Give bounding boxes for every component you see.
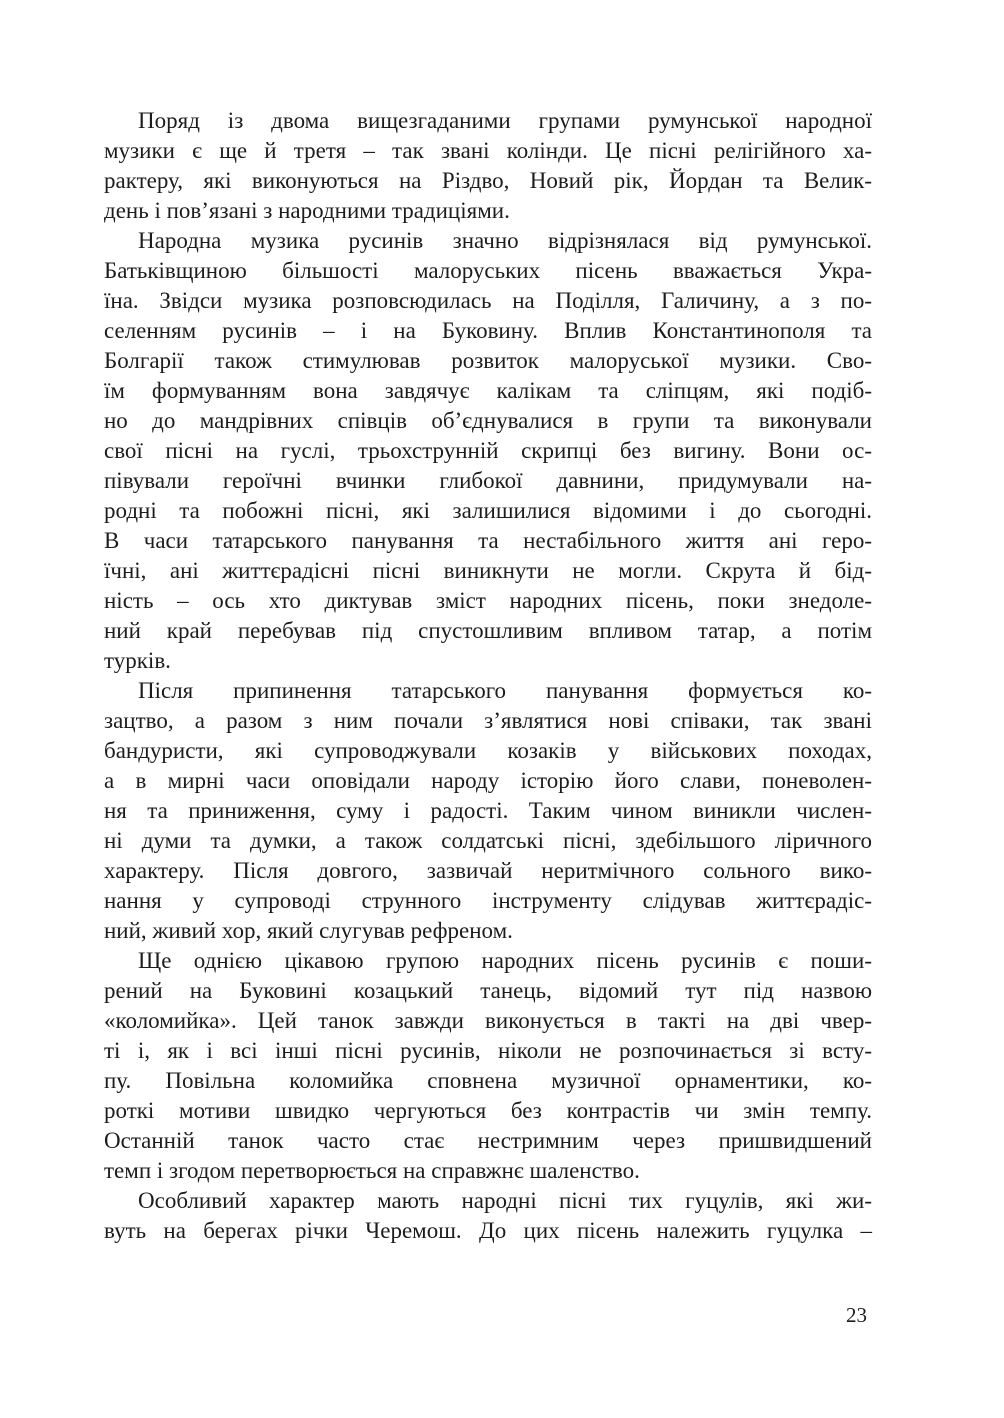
text-line: ність – ось хто диктував зміст народних пісень, поки знедоле- [104, 588, 872, 613]
text-line: роткі мотиви швидко чергуються без контрастів чи змін темпу. [104, 1098, 872, 1123]
text-line: но до мандрівних співців об’єднувалися в групи та виконували [104, 408, 872, 433]
text-line: їчні, ані життєрадісні пісні виникнути не могли. Скрута й бід- [104, 558, 872, 583]
text-line: їна. Звідси музика розповсюдилась на Поділля, Галичину, а з по- [104, 288, 872, 313]
text-line: рений на Буковині козацький танець, відомий тут під назвою [104, 978, 872, 1003]
text-line: ний, живий хор, який слугував рефреном. [104, 918, 513, 943]
page-body [104, 106, 872, 1246]
text-line: Останній танок часто стає нестримним через пришвидшений [104, 1128, 872, 1153]
text-line: Після припинення татарського панування формується ко- [138, 678, 872, 703]
text-line: бандуристи, які супроводжували козаків у військових походах, [104, 738, 872, 763]
text-line: Болгарії також стимулював розвиток малоруської музики. Сво- [104, 348, 872, 373]
text-line: день і пов’язані з народними традиціями. [104, 198, 510, 223]
text-line: Народна музика русинів значно відрізнялася від румунської. [138, 228, 872, 253]
paragraph [104, 106, 872, 226]
paragraph [104, 676, 872, 946]
paragraph [104, 946, 872, 1186]
text-line: їм формуванням вона завдячує калікам та сліпцям, які подіб- [104, 378, 872, 403]
text-line: а в мирні часи оповідали народу історію його слави, поневолен- [104, 768, 872, 793]
text-line: селенням русинів – і на Буковину. Вплив Константинополя та [104, 318, 872, 343]
text-line: пу. Повільна коломийка сповнена музичної орнаментики, ко- [104, 1068, 872, 1093]
paragraph [104, 1186, 872, 1246]
text-line: Поряд із двома вищезгаданими групами румунської народної [138, 108, 872, 133]
text-line: «коломийка». Цей танок завжди виконується в такті на дві чвер- [104, 1008, 872, 1033]
text-line: Ще однією цікавою групою народних пісень русинів є поши- [138, 948, 872, 973]
text-line: ні думи та думки, а також солдатські пісні, здебільшого ліричного [104, 828, 872, 853]
text-line: темп і згодом перетворюється на справжнє шаленство. [104, 1158, 640, 1183]
text-line: зацтво, а разом з ним почали з’являтися нові співаки, так звані [104, 708, 872, 733]
text-line: ний край перебував під спустошливим впливом татар, а потім [104, 618, 872, 643]
text-line: Батьківщиною більшості малоруських пісень вважається Укра- [104, 258, 872, 283]
text-line: музики є ще й третя – так звані колінди. Це пісні релігійного ха- [104, 138, 872, 163]
text-line: нання у супроводі струнного інструменту слідував життєрадіс- [104, 888, 872, 913]
text-line: ті і, як і всі інші пісні русинів, ніколи не розпочинається зі всту- [104, 1038, 872, 1063]
text-line: півували героїчні вчинки глибокої давнини, придумували на- [104, 468, 872, 493]
text-line: родні та побожні пісні, які залишилися відомими і до сьогодні. [104, 498, 872, 523]
text-line: турків. [104, 648, 171, 673]
text-line: характеру. Після довгого, зазвичай неритмічного сольного вико- [104, 858, 872, 883]
text-line: Особливий характер мають народні пісні тих гуцулів, які жи- [138, 1188, 872, 1213]
paragraph [104, 226, 872, 676]
page-number: 23 [846, 1303, 867, 1327]
text-line: рактеру, які виконуються на Різдво, Новий рік, Йордан та Велик- [104, 168, 872, 193]
text-line: свої пісні на гуслі, трьохструнній скрипці без вигину. Вони ос- [104, 438, 872, 463]
text-line: ня та приниження, суму і радості. Таким чином виникли числен- [104, 798, 872, 823]
text-line: В часи татарського панування та нестабільного життя ані геро- [104, 528, 872, 553]
text-line: вуть на берегах річки Черемош. До цих пісень належить гуцулка – [104, 1218, 872, 1243]
